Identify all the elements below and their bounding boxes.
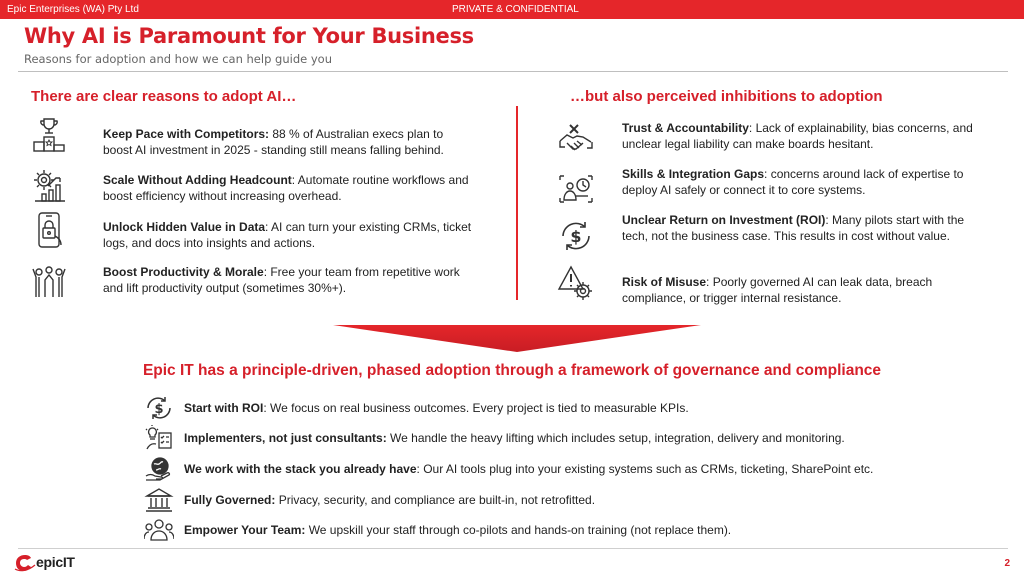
epicit-logo-mark-icon xyxy=(14,552,36,572)
framework-row-roi xyxy=(144,395,1004,421)
warning-gear-icon xyxy=(557,264,595,302)
idea-checklist-icon xyxy=(144,425,174,451)
framework-row-empower xyxy=(144,517,1004,543)
hand-globe-icon xyxy=(144,456,174,482)
framework-row-title: We work with the stack you already have xyxy=(184,462,417,476)
confidential-label: PRIVATE & CONFIDENTIAL xyxy=(452,4,579,15)
logo-text: epicIT xyxy=(36,554,75,570)
reason-item-competitors: Keep Pace with Competitors: 88 % of Australian execs plan to boost AI investment in 2025 - standing still means falling behind. xyxy=(103,127,444,157)
framework-row-title: Fully Governed: xyxy=(184,493,276,507)
reasons-heading: There are clear reasons to adopt AI… xyxy=(31,88,297,105)
gear-growth-chart-icon xyxy=(30,166,68,204)
framework-row-title: Implementers, not just consultants: xyxy=(184,431,387,445)
inhibition-item-misuse: Risk of Misuse: Poorly governed AI can leak data, breach compliance, or trigger internal resistance. xyxy=(622,275,933,305)
framework-row-implementers xyxy=(144,425,1004,451)
framework-heading: Epic IT has a principle-driven, phased adoption through a framework of governance and compliance xyxy=(142,362,882,379)
inhibition-item-skills: Skills & Integration Gaps: concerns around lack of expertise to deploy AI safely or connect it to core systems. xyxy=(622,167,964,197)
framework-row-text: : Our AI tools plug into your existing systems such as CRMs, ticketing, SharePoint etc. xyxy=(416,462,874,476)
reason-item-productivity: Boost Productivity & Morale: Free your team from repetitive work and lift productivity output (sometimes 30%+). xyxy=(103,265,460,295)
framework-row-title: Empower Your Team: xyxy=(184,523,306,537)
worker-clock-icon xyxy=(557,170,595,208)
top-bar xyxy=(0,0,1024,19)
svg-text:$: $ xyxy=(570,227,582,246)
people-group-icon xyxy=(144,517,174,543)
down-arrow-icon xyxy=(333,325,701,352)
broken-handshake-icon xyxy=(557,121,595,159)
inhibition-item-trust: Trust & Accountability: Lack of explainability, bias concerns, and unclear legal liability can make boards hesitant. xyxy=(622,121,973,151)
epicit-logo xyxy=(14,551,86,573)
dollar-cycle-icon xyxy=(557,217,595,255)
column-divider xyxy=(516,106,518,300)
framework-row-text: : We focus on real business outcomes. Every project is tied to measurable KPIs. xyxy=(263,401,689,415)
reason-item-data-value: Unlock Hidden Value in Data: AI can turn your existing CRMs, ticket logs, and docs into insights and actions. xyxy=(103,220,472,250)
framework-row-text: We handle the heavy lifting which includes setup, integration, delivery and monitoring. xyxy=(386,431,845,445)
page-title: Why AI is Paramount for Your Business xyxy=(24,24,474,48)
page-number: 2 xyxy=(1004,558,1010,569)
dollar-cycle-icon xyxy=(144,395,174,421)
framework-row-stack xyxy=(144,456,1004,482)
svg-text:$: $ xyxy=(154,402,164,417)
phone-lock-icon xyxy=(30,211,68,249)
page-subtitle: Reasons for adoption and how we can help guide you xyxy=(24,52,332,66)
framework-row-text: Privacy, security, and compliance are built-in, not retrofitted. xyxy=(275,493,596,507)
header-divider xyxy=(18,71,1008,72)
institution-icon xyxy=(144,487,174,513)
reason-item-headcount: Scale Without Adding Headcount: Automate routine workflows and boost efficiency without increasing overhead. xyxy=(103,173,469,203)
trophy-podium-icon xyxy=(30,115,68,153)
team-celebrate-icon xyxy=(30,263,68,301)
inhibitions-heading: …but also perceived inhibitions to adoption xyxy=(570,88,883,105)
framework-row-text: We upskill your staff through co-pilots and hands-on training (not replace them). xyxy=(305,523,732,537)
inhibition-item-roi: Unclear Return on Investment (ROI): Many pilots start with the tech, not the business case. This results in cost without value. xyxy=(622,213,965,243)
company-name: Epic Enterprises (WA) Pty Ltd xyxy=(7,4,139,15)
footer-divider xyxy=(18,548,1008,549)
framework-row-title: Start with ROI xyxy=(184,401,264,415)
framework-row-governed xyxy=(144,487,1004,513)
